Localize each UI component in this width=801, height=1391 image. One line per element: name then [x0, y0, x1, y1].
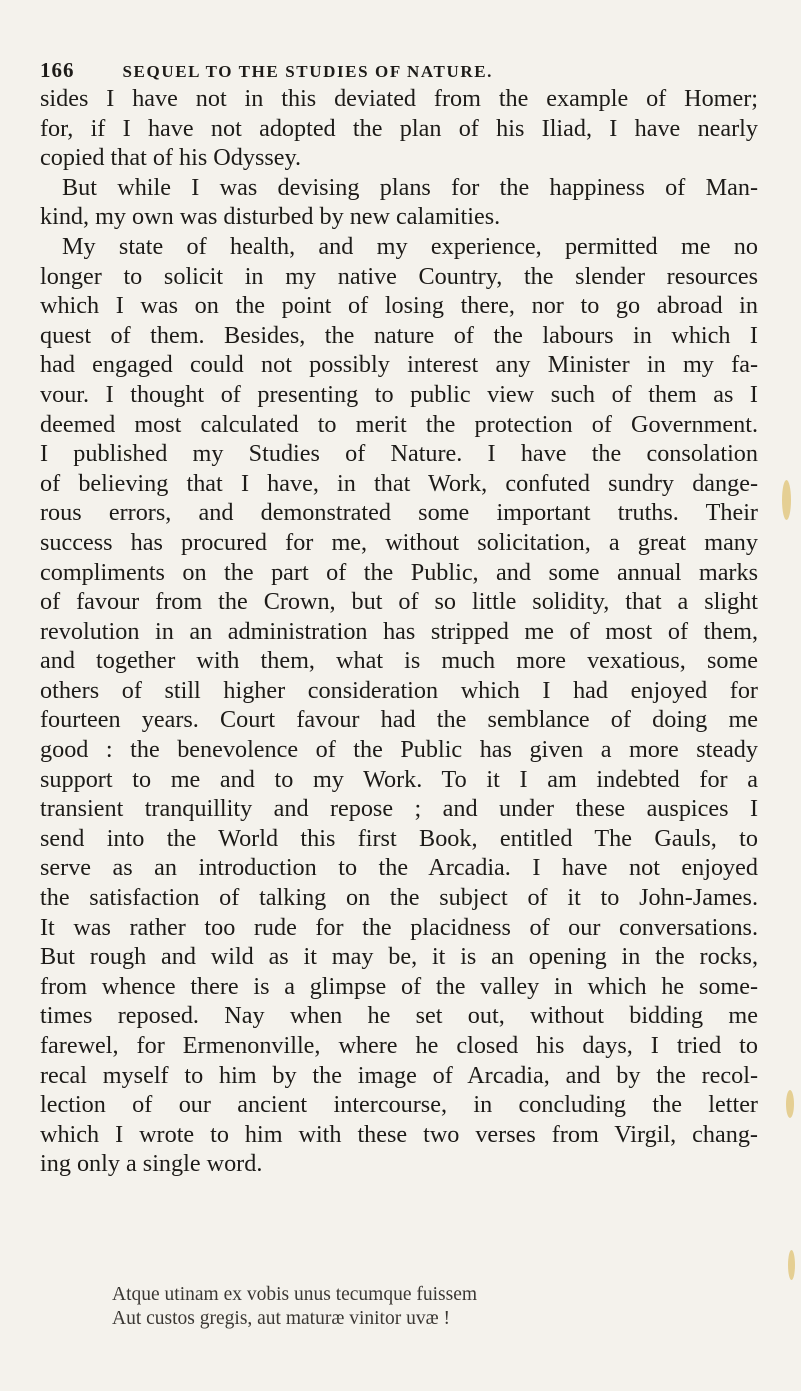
text-line: the satisfaction of talking on the subject of it to John-James.: [40, 884, 758, 912]
text-line: farewel, for Ermenonville, where he closed his days, I tried to: [40, 1032, 758, 1059]
text-line: But rough and wild as it may be, it is an opening in the rocks,: [40, 943, 758, 971]
text-line: compliments on the part of the Public, and some annual marks: [40, 558, 758, 586]
text-line: had engaged could not possibly interest any Minister in my fa-: [40, 351, 758, 379]
foxing-spot: [788, 1250, 795, 1280]
text-line: kind, my own was disturbed by new calamities.: [40, 203, 501, 231]
text-line: times reposed. Nay when he set out, without bidding me: [40, 1002, 758, 1030]
text-line: quest of them. Besides, the nature of the labours in which I: [40, 321, 758, 349]
text-line: for, if I have not adopted the plan of his Iliad, I have nearly: [40, 114, 758, 142]
text-line: serve as an introduction to the Arcadia. I have not enjoyed: [40, 854, 758, 882]
text-line: support to me and to my Work. To it I am indebted for a: [40, 765, 758, 793]
text-line: deemed most calculated to merit the protection of Government.: [40, 410, 758, 438]
text-line: vour. I thought of presenting to public view such of them as I: [40, 380, 758, 408]
text-line: of favour from the Crown, but of so little solidity, that a slight: [40, 588, 758, 616]
text-line: But while I was devising plans for the happiness of Man-: [62, 173, 758, 201]
text-line: lection of our ancient intercourse, in concluding the letter: [40, 1091, 758, 1119]
foxing-spot: [782, 480, 791, 520]
text-line: revolution in an administration has stripped me of most of them,: [40, 617, 758, 645]
page-header: [40, 58, 760, 83]
text-line: send into the World this first Book, entitled The Gauls, to: [40, 824, 758, 852]
text-line: My state of health, and my experience, permitted me no: [62, 232, 758, 260]
text-line: sides I have not in this deviated from the example of Homer;: [40, 85, 758, 112]
body-text: [40, 84, 758, 1179]
text-line: copied that of his Odyssey.: [40, 144, 302, 172]
text-line: others of still higher consideration which I had enjoyed for: [40, 676, 758, 704]
verse-quotation: [112, 1283, 477, 1331]
text-line: rous errors, and demonstrated some important truths. Their: [40, 499, 758, 527]
text-line: recal myself to him by the image of Arcadia, and by the recol-: [40, 1061, 758, 1089]
text-line: good : the benevolence of the Public has given a more steady: [40, 736, 758, 764]
text-line: transient tranquillity and repose ; and under these auspices I: [40, 795, 758, 823]
text-line: and together with them, what is much more vexatious, some: [40, 647, 758, 675]
text-line: success has procured for me, without solicitation, a great many: [40, 528, 758, 556]
text-line: It was rather too rude for the placidness of our conversations.: [40, 913, 758, 941]
verse-line: Aut custos gregis, aut maturæ vinitor uvæ !: [112, 1308, 450, 1329]
running-head: SEQUEL TO THE STUDIES OF NATURE.: [122, 62, 494, 81]
verse-line: Atque utinam ex vobis unus tecumque fuissem: [112, 1284, 478, 1305]
text-line: ing only a single word.: [40, 1150, 263, 1178]
text-line: which I was on the point of losing there, nor to go abroad in: [40, 292, 758, 320]
foxing-spot: [786, 1090, 794, 1118]
text-line: fourteen years. Court favour had the semblance of doing me: [40, 706, 758, 734]
text-line: I published my Studies of Nature. I have the consolation: [40, 440, 758, 468]
text-line: from whence there is a glimpse of the valley in which he some-: [40, 972, 758, 1000]
text-line: longer to solicit in my native Country, the slender resources: [40, 262, 758, 290]
text-line: which I wrote to him with these two verses from Virgil, chang-: [40, 1120, 758, 1148]
text-line: of believing that I have, in that Work, confuted sundry dange-: [40, 469, 758, 497]
page-number: 166: [40, 58, 75, 82]
